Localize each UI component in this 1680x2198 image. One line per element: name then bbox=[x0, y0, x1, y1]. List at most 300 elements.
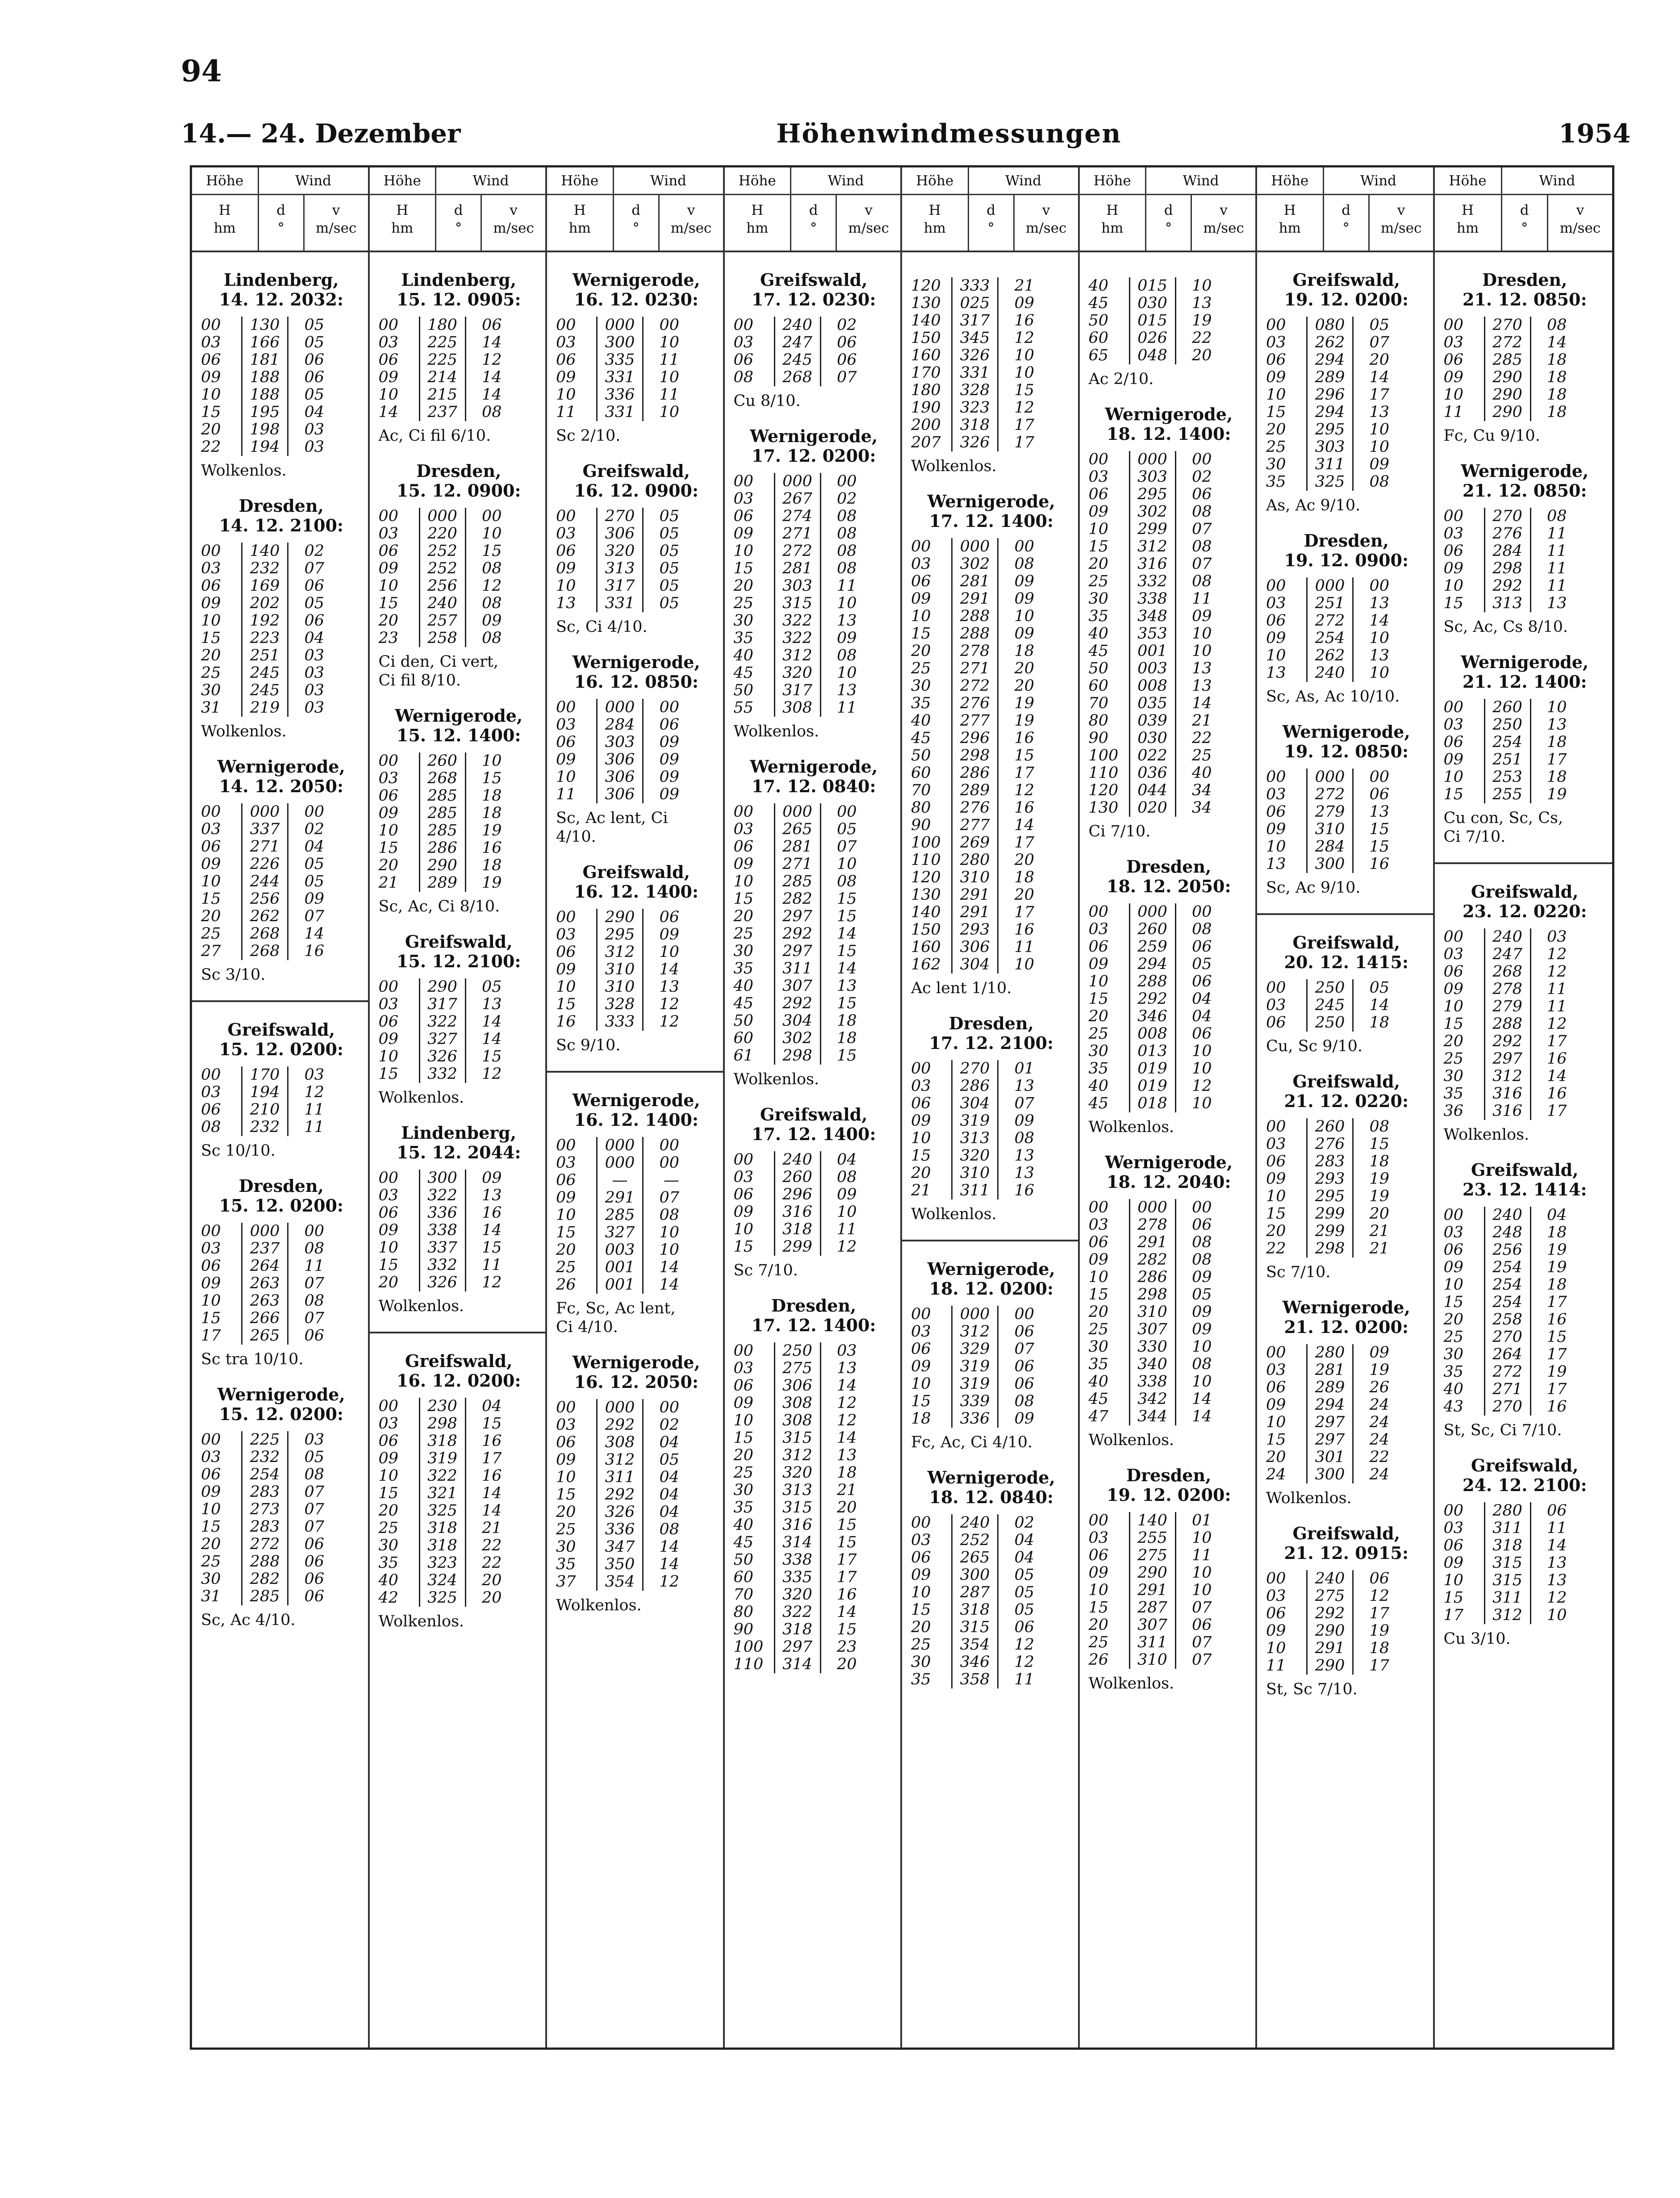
table-row bbox=[1089, 1564, 1250, 1582]
speed-cell: 11 bbox=[1546, 577, 1567, 595]
direction-cell: 318 bbox=[1484, 1537, 1531, 1554]
table-row bbox=[734, 543, 894, 560]
direction-cell: 044 bbox=[1129, 782, 1176, 799]
hoehe-label: Höhe bbox=[1080, 167, 1147, 194]
speed-cell: 07 bbox=[304, 1483, 324, 1501]
column-header bbox=[902, 167, 1078, 252]
speed-cell: 15 bbox=[836, 942, 857, 960]
height-cell: 15 bbox=[378, 1484, 399, 1502]
height-cell: 20 bbox=[201, 647, 221, 664]
direction-cell: 283 bbox=[241, 1518, 288, 1536]
direction-cell: 273 bbox=[241, 1501, 288, 1518]
height-cell: 10 bbox=[201, 1500, 221, 1518]
height-cell: 03 bbox=[556, 1416, 576, 1434]
speed-cell: 16 bbox=[481, 1204, 502, 1222]
direction-cell: 283 bbox=[1306, 1153, 1354, 1170]
direction-cell: 035 bbox=[1129, 695, 1176, 712]
hoehe-label: Höhe bbox=[547, 167, 614, 194]
height-cell: 15 bbox=[911, 1147, 931, 1165]
table-column bbox=[725, 167, 903, 2048]
height-cell: 30 bbox=[1443, 1346, 1464, 1363]
speed-unit: v m/sec bbox=[848, 202, 889, 236]
height-cell: 15 bbox=[911, 1392, 931, 1410]
direction-cell: 322 bbox=[419, 1013, 466, 1031]
table-row bbox=[734, 1482, 894, 1499]
direction-cell: 308 bbox=[774, 699, 821, 717]
table-row bbox=[1089, 1512, 1250, 1529]
speed-cell: 16 bbox=[1014, 921, 1034, 939]
height-cell: 45 bbox=[1088, 1390, 1109, 1408]
table-row bbox=[201, 351, 362, 369]
speed-cell: 08 bbox=[836, 873, 857, 890]
height-cell: 20 bbox=[911, 1618, 931, 1636]
height-cell: 09 bbox=[556, 961, 576, 978]
table-row bbox=[1089, 1547, 1250, 1564]
direction-cell: 318 bbox=[951, 417, 999, 434]
table-row bbox=[734, 1412, 894, 1429]
height-unit: H hm bbox=[725, 195, 792, 251]
height-cell: 25 bbox=[733, 1464, 754, 1482]
direction-cell: 336 bbox=[951, 1410, 999, 1428]
table-row bbox=[379, 752, 539, 770]
speed-cell: 12 bbox=[1546, 963, 1567, 981]
speed-cell: 14 bbox=[659, 1258, 679, 1276]
direction-cell: 008 bbox=[1129, 1025, 1176, 1043]
hoehe-label: Höhe bbox=[370, 167, 437, 194]
station-block bbox=[201, 270, 362, 480]
cloud-note: Sc, Ac lent, Ci 4/10. bbox=[556, 809, 668, 846]
station-title: Greifswald, 17. 12. 1400: bbox=[752, 1104, 876, 1144]
table-row bbox=[1089, 730, 1250, 747]
table-row bbox=[911, 1112, 1072, 1130]
height-cell: 06 bbox=[733, 507, 754, 525]
height-cell: 200 bbox=[911, 416, 941, 434]
height-cell: 09 bbox=[733, 1203, 754, 1221]
table-row bbox=[379, 1398, 539, 1415]
speed-cell: 06 bbox=[1369, 1570, 1389, 1588]
table-row bbox=[379, 1013, 539, 1031]
speed-cell: 08 bbox=[481, 594, 502, 612]
direction-cell: 281 bbox=[774, 560, 821, 577]
speed-cell: 19 bbox=[1369, 1361, 1389, 1379]
height-cell: 15 bbox=[1088, 990, 1109, 1008]
cloud-note: Wolkenlos. bbox=[911, 457, 997, 475]
height-cell: 00 bbox=[378, 1397, 399, 1415]
height-cell: 24 bbox=[1266, 1466, 1286, 1483]
direction-cell: 000 bbox=[596, 1154, 644, 1172]
height-cell: 36 bbox=[1443, 1102, 1464, 1120]
table-row bbox=[734, 1429, 894, 1447]
speed-cell: 13 bbox=[1191, 660, 1212, 677]
table-row bbox=[734, 630, 894, 647]
column-header bbox=[725, 167, 901, 252]
direction-cell: 330 bbox=[1129, 1338, 1176, 1356]
direction-cell: 292 bbox=[596, 1486, 644, 1504]
speed-cell: 03 bbox=[1546, 928, 1567, 946]
height-unit: H hm bbox=[547, 195, 614, 251]
table-row bbox=[379, 1274, 539, 1291]
direction-cell: 311 bbox=[1129, 1634, 1176, 1651]
height-cell: 06 bbox=[1266, 1379, 1286, 1396]
height-cell: 09 bbox=[1266, 1396, 1286, 1414]
wind-rows bbox=[1444, 508, 1606, 612]
speed-cell: 20 bbox=[1191, 347, 1212, 364]
height-cell: 10 bbox=[1266, 1187, 1286, 1205]
height-cell: 80 bbox=[733, 1603, 754, 1621]
height-cell: 45 bbox=[733, 1534, 754, 1551]
station-block bbox=[556, 862, 717, 1055]
direction-cell: 323 bbox=[419, 1554, 466, 1572]
table-row bbox=[911, 1375, 1072, 1393]
height-cell: 15 bbox=[733, 560, 754, 577]
speed-cell: 11 bbox=[836, 699, 857, 717]
height-cell: 06 bbox=[911, 1095, 931, 1112]
table-row bbox=[379, 1204, 539, 1222]
speed-cell: 12 bbox=[1014, 1636, 1034, 1654]
wind-rows bbox=[1266, 317, 1427, 491]
direction-cell: 080 bbox=[1306, 317, 1354, 334]
height-cell: 03 bbox=[1266, 594, 1286, 612]
table-row bbox=[379, 1554, 539, 1572]
speed-cell: 16 bbox=[481, 839, 502, 857]
speed-cell: 13 bbox=[1546, 1554, 1567, 1572]
speed-cell: 06 bbox=[304, 1588, 324, 1605]
height-cell: 09 bbox=[1088, 955, 1109, 973]
height-cell: 14 bbox=[378, 403, 399, 421]
wind-rows bbox=[1266, 1118, 1427, 1258]
direction-cell: 346 bbox=[951, 1654, 999, 1671]
table-row bbox=[556, 1486, 717, 1504]
height-cell: 06 bbox=[1088, 485, 1109, 503]
table-row bbox=[1266, 369, 1427, 386]
direction-cell: 214 bbox=[419, 369, 466, 386]
cloud-note: Wolkenlos. bbox=[1088, 1675, 1174, 1692]
height-cell: 22 bbox=[1266, 1240, 1286, 1258]
direction-unit: d ° bbox=[614, 195, 660, 251]
height-cell: 11 bbox=[1266, 1657, 1286, 1675]
height-cell: 15 bbox=[733, 1429, 754, 1447]
speed-cell: 14 bbox=[1546, 1537, 1567, 1554]
height-cell: 03 bbox=[201, 334, 221, 351]
height-cell: 03 bbox=[1266, 1135, 1286, 1153]
station-title: Wernigerode, 17. 12. 1400: bbox=[927, 491, 1055, 531]
speed-cell: 09 bbox=[836, 629, 857, 647]
station-block bbox=[1266, 270, 1427, 515]
cloud-note: Sc 3/10. bbox=[201, 966, 266, 984]
cloud-note: Sc, Ac 9/10. bbox=[1266, 879, 1361, 897]
table-row bbox=[1444, 334, 1606, 351]
table-row bbox=[911, 1654, 1072, 1671]
speed-cell: 19 bbox=[481, 874, 502, 892]
direction-cell: 252 bbox=[419, 560, 466, 577]
table-row bbox=[1266, 1622, 1427, 1640]
table-row bbox=[1266, 1466, 1427, 1483]
station-block bbox=[201, 496, 362, 741]
direction-cell: 240 bbox=[1484, 928, 1531, 946]
height-unit: H hm bbox=[1080, 195, 1147, 251]
table-row bbox=[1089, 1304, 1250, 1321]
speed-cell: 16 bbox=[1014, 729, 1034, 747]
station-block bbox=[1266, 1072, 1427, 1282]
cloud-note: Sc 7/10. bbox=[1266, 1263, 1331, 1281]
speed-cell: 21 bbox=[1369, 1240, 1389, 1258]
station-title: Greifswald, 21. 12. 0220: bbox=[1284, 1071, 1408, 1111]
direction-cell: 232 bbox=[241, 560, 288, 577]
speed-cell: 14 bbox=[481, 368, 502, 386]
height-cell: 15 bbox=[1443, 1589, 1464, 1607]
height-cell: 90 bbox=[911, 816, 931, 834]
cloud-note: Wolkenlos. bbox=[911, 1205, 997, 1223]
table-row bbox=[1089, 956, 1250, 973]
speed-unit: v m/sec bbox=[1380, 202, 1422, 236]
table-row bbox=[1089, 660, 1250, 677]
cloud-note: Sc 10/10. bbox=[201, 1142, 276, 1160]
speed-cell: 06 bbox=[481, 316, 502, 334]
station-block bbox=[1444, 1160, 1606, 1440]
direction-cell: 291 bbox=[596, 1189, 644, 1207]
height-cell: 03 bbox=[1088, 468, 1109, 486]
station-block bbox=[379, 270, 539, 445]
table-row bbox=[1089, 521, 1250, 538]
table-row bbox=[911, 834, 1072, 852]
direction-cell: 251 bbox=[1306, 595, 1354, 612]
speed-cell: 03 bbox=[304, 1066, 324, 1084]
speed-cell: 15 bbox=[836, 890, 857, 908]
direction-cell: 237 bbox=[419, 404, 466, 421]
table-row bbox=[556, 786, 717, 803]
direction-cell: 298 bbox=[774, 1047, 821, 1065]
direction-cell: 289 bbox=[951, 782, 999, 799]
height-cell: 09 bbox=[378, 560, 399, 577]
table-row bbox=[1266, 838, 1427, 856]
height-cell: 21 bbox=[911, 1182, 931, 1199]
direction-cell: 001 bbox=[1129, 643, 1176, 660]
table-row bbox=[1266, 439, 1427, 456]
column-body bbox=[902, 252, 1078, 1688]
direction-cell: 247 bbox=[1484, 946, 1531, 963]
height-cell: 45 bbox=[1088, 294, 1109, 312]
speed-cell: 03 bbox=[304, 438, 324, 456]
height-cell: 09 bbox=[1266, 1622, 1286, 1640]
station-block bbox=[734, 757, 894, 1089]
direction-cell: 285 bbox=[419, 822, 466, 840]
speed-cell: 05 bbox=[304, 855, 324, 873]
wind-rows bbox=[379, 978, 539, 1083]
station-title: Dresden, 15. 12. 0200: bbox=[219, 1176, 343, 1216]
speed-cell: 18 bbox=[1014, 869, 1034, 886]
direction-cell: 312 bbox=[1484, 1068, 1531, 1085]
height-cell: 06 bbox=[1443, 733, 1464, 751]
direction-cell: 256 bbox=[419, 577, 466, 595]
cloud-note: Wolkenlos. bbox=[1443, 1126, 1530, 1144]
direction-cell: 319 bbox=[951, 1358, 999, 1375]
height-cell: 120 bbox=[1088, 781, 1119, 799]
table-row bbox=[379, 1048, 539, 1066]
speed-cell: 08 bbox=[304, 1466, 324, 1483]
speed-cell: 26 bbox=[1369, 1379, 1389, 1396]
height-cell: 20 bbox=[1266, 1222, 1286, 1240]
speed-cell: 34 bbox=[1191, 781, 1212, 799]
speed-cell: 13 bbox=[1369, 594, 1389, 612]
direction-cell: 304 bbox=[951, 1095, 999, 1112]
direction-cell: 291 bbox=[1306, 1640, 1354, 1657]
direction-cell: 318 bbox=[419, 1520, 466, 1537]
height-cell: 03 bbox=[1443, 334, 1464, 351]
direction-cell: 284 bbox=[1484, 543, 1531, 560]
speed-cell: 08 bbox=[836, 647, 857, 664]
height-cell: 10 bbox=[911, 1129, 931, 1147]
speed-unit: v m/sec bbox=[1025, 202, 1067, 236]
speed-cell: 16 bbox=[1546, 1085, 1567, 1103]
speed-cell: 12 bbox=[836, 1412, 857, 1429]
height-cell: 15 bbox=[378, 594, 399, 612]
height-cell: 00 bbox=[1266, 979, 1286, 997]
hoehe-label: Höhe bbox=[1257, 167, 1324, 194]
direction-cell: 195 bbox=[241, 404, 288, 421]
table-row bbox=[1089, 1634, 1250, 1651]
table-row bbox=[1089, 486, 1250, 503]
direction-cell: 275 bbox=[1306, 1588, 1354, 1605]
cloud-note: Wolkenlos. bbox=[378, 1297, 464, 1315]
speed-cell: 14 bbox=[659, 1538, 679, 1556]
table-row bbox=[379, 1467, 539, 1485]
speed-cell: 15 bbox=[481, 542, 502, 560]
direction-cell: 302 bbox=[774, 1030, 821, 1047]
column-header bbox=[1435, 167, 1613, 252]
speed-cell: 08 bbox=[304, 1292, 324, 1310]
table-row bbox=[379, 1170, 539, 1187]
direction-cell: 291 bbox=[1129, 1234, 1176, 1251]
table-row bbox=[734, 838, 894, 856]
cloud-note: Ac lent 1/10. bbox=[911, 979, 1012, 997]
table-row bbox=[1266, 803, 1427, 821]
height-cell: 162 bbox=[911, 956, 941, 974]
height-cell: 60 bbox=[1088, 329, 1109, 347]
station-title: Wernigerode, 21. 12. 0200: bbox=[1282, 1297, 1410, 1337]
direction-cell: 310 bbox=[1306, 821, 1354, 838]
height-cell: 06 bbox=[1443, 1537, 1464, 1554]
table-row bbox=[911, 277, 1072, 295]
direction-cell: 202 bbox=[241, 595, 288, 612]
speed-cell: 18 bbox=[1014, 642, 1034, 660]
speed-cell: 11 bbox=[659, 351, 679, 369]
direction-cell: 281 bbox=[1306, 1362, 1354, 1379]
direction-cell: 300 bbox=[419, 1170, 466, 1187]
speed-cell: 10 bbox=[1191, 1042, 1212, 1060]
table-row bbox=[556, 1259, 717, 1276]
table-row bbox=[1089, 573, 1250, 590]
direction-cell: 307 bbox=[1129, 1617, 1176, 1634]
station-block bbox=[734, 270, 894, 410]
speed-cell: 08 bbox=[1191, 1251, 1212, 1269]
table-row bbox=[734, 1030, 894, 1047]
table-row bbox=[911, 1358, 1072, 1375]
height-cell: 06 bbox=[378, 787, 399, 805]
table-row bbox=[379, 404, 539, 421]
table-row bbox=[379, 1520, 539, 1537]
speed-cell: 06 bbox=[1191, 1216, 1212, 1234]
speed-cell: 07 bbox=[1369, 334, 1389, 351]
height-cell: 11 bbox=[556, 786, 576, 803]
speed-cell: 03 bbox=[304, 664, 324, 682]
height-cell: 03 bbox=[1443, 1519, 1464, 1537]
wind-rows bbox=[1089, 451, 1250, 817]
direction-cell: 298 bbox=[1306, 1240, 1354, 1258]
table-row bbox=[911, 625, 1072, 643]
table-row bbox=[1089, 608, 1250, 625]
speed-cell: 17 bbox=[836, 1568, 857, 1586]
speed-cell: 02 bbox=[836, 316, 857, 334]
height-cell: 45 bbox=[911, 729, 931, 747]
table-row bbox=[556, 1417, 717, 1434]
direction-cell: 268 bbox=[241, 925, 288, 943]
direction-cell: 288 bbox=[1129, 973, 1176, 990]
table-row bbox=[1089, 712, 1250, 730]
speed-cell: 05 bbox=[1191, 1286, 1212, 1304]
speed-unit: v m/sec bbox=[493, 202, 534, 236]
direction-cell: 276 bbox=[951, 695, 999, 712]
height-cell: 60 bbox=[733, 1568, 754, 1586]
height-cell: 06 bbox=[1088, 1233, 1109, 1251]
height-cell: 09 bbox=[911, 1566, 931, 1584]
direction-unit: d ° bbox=[1324, 195, 1370, 251]
speed-cell: 00 bbox=[1014, 1305, 1034, 1323]
height-cell: 26 bbox=[556, 1276, 576, 1294]
height-cell: 06 bbox=[201, 1257, 221, 1275]
wind-rows bbox=[379, 1170, 539, 1291]
speed-cell: 00 bbox=[1191, 903, 1212, 921]
station-block bbox=[556, 1353, 717, 1615]
speed-cell: 19 bbox=[1369, 1187, 1389, 1205]
table-row bbox=[734, 1186, 894, 1203]
height-cell: 06 bbox=[201, 577, 221, 595]
speed-cell: 00 bbox=[659, 1154, 679, 1172]
speed-cell: 14 bbox=[836, 1429, 857, 1447]
height-cell: 130 bbox=[1088, 799, 1119, 817]
table-row bbox=[379, 978, 539, 996]
table-row bbox=[1089, 1199, 1250, 1216]
station-block bbox=[902, 1240, 1078, 1452]
speed-cell: 04 bbox=[1014, 1549, 1034, 1567]
table-row bbox=[201, 1258, 362, 1275]
station-block bbox=[379, 461, 539, 690]
height-cell: 25 bbox=[378, 1519, 399, 1537]
station-title: Greifswald, 19. 12. 0200: bbox=[1284, 270, 1408, 309]
table-row bbox=[201, 856, 362, 873]
table-column bbox=[547, 167, 725, 2048]
speed-cell: 08 bbox=[1014, 555, 1034, 573]
height-cell: 15 bbox=[733, 890, 754, 908]
direction-cell: 268 bbox=[419, 770, 466, 787]
speed-cell: 12 bbox=[1546, 1015, 1567, 1033]
table-row bbox=[1444, 369, 1606, 386]
table-row bbox=[911, 1393, 1072, 1410]
direction-cell: 026 bbox=[1129, 330, 1176, 347]
table-row bbox=[734, 473, 894, 490]
direction-cell: 245 bbox=[774, 351, 821, 369]
direction-cell: 323 bbox=[951, 399, 999, 417]
speed-cell: 08 bbox=[1546, 316, 1567, 334]
speed-cell: 11 bbox=[1546, 525, 1567, 543]
table-row bbox=[1089, 765, 1250, 782]
table-row bbox=[556, 1399, 717, 1417]
table-row bbox=[1444, 928, 1606, 946]
speed-cell: 12 bbox=[481, 1065, 502, 1083]
table-row bbox=[734, 821, 894, 838]
speed-cell: 16 bbox=[1546, 1050, 1567, 1068]
speed-cell: 13 bbox=[1546, 716, 1567, 734]
direction-cell: 291 bbox=[951, 590, 999, 608]
